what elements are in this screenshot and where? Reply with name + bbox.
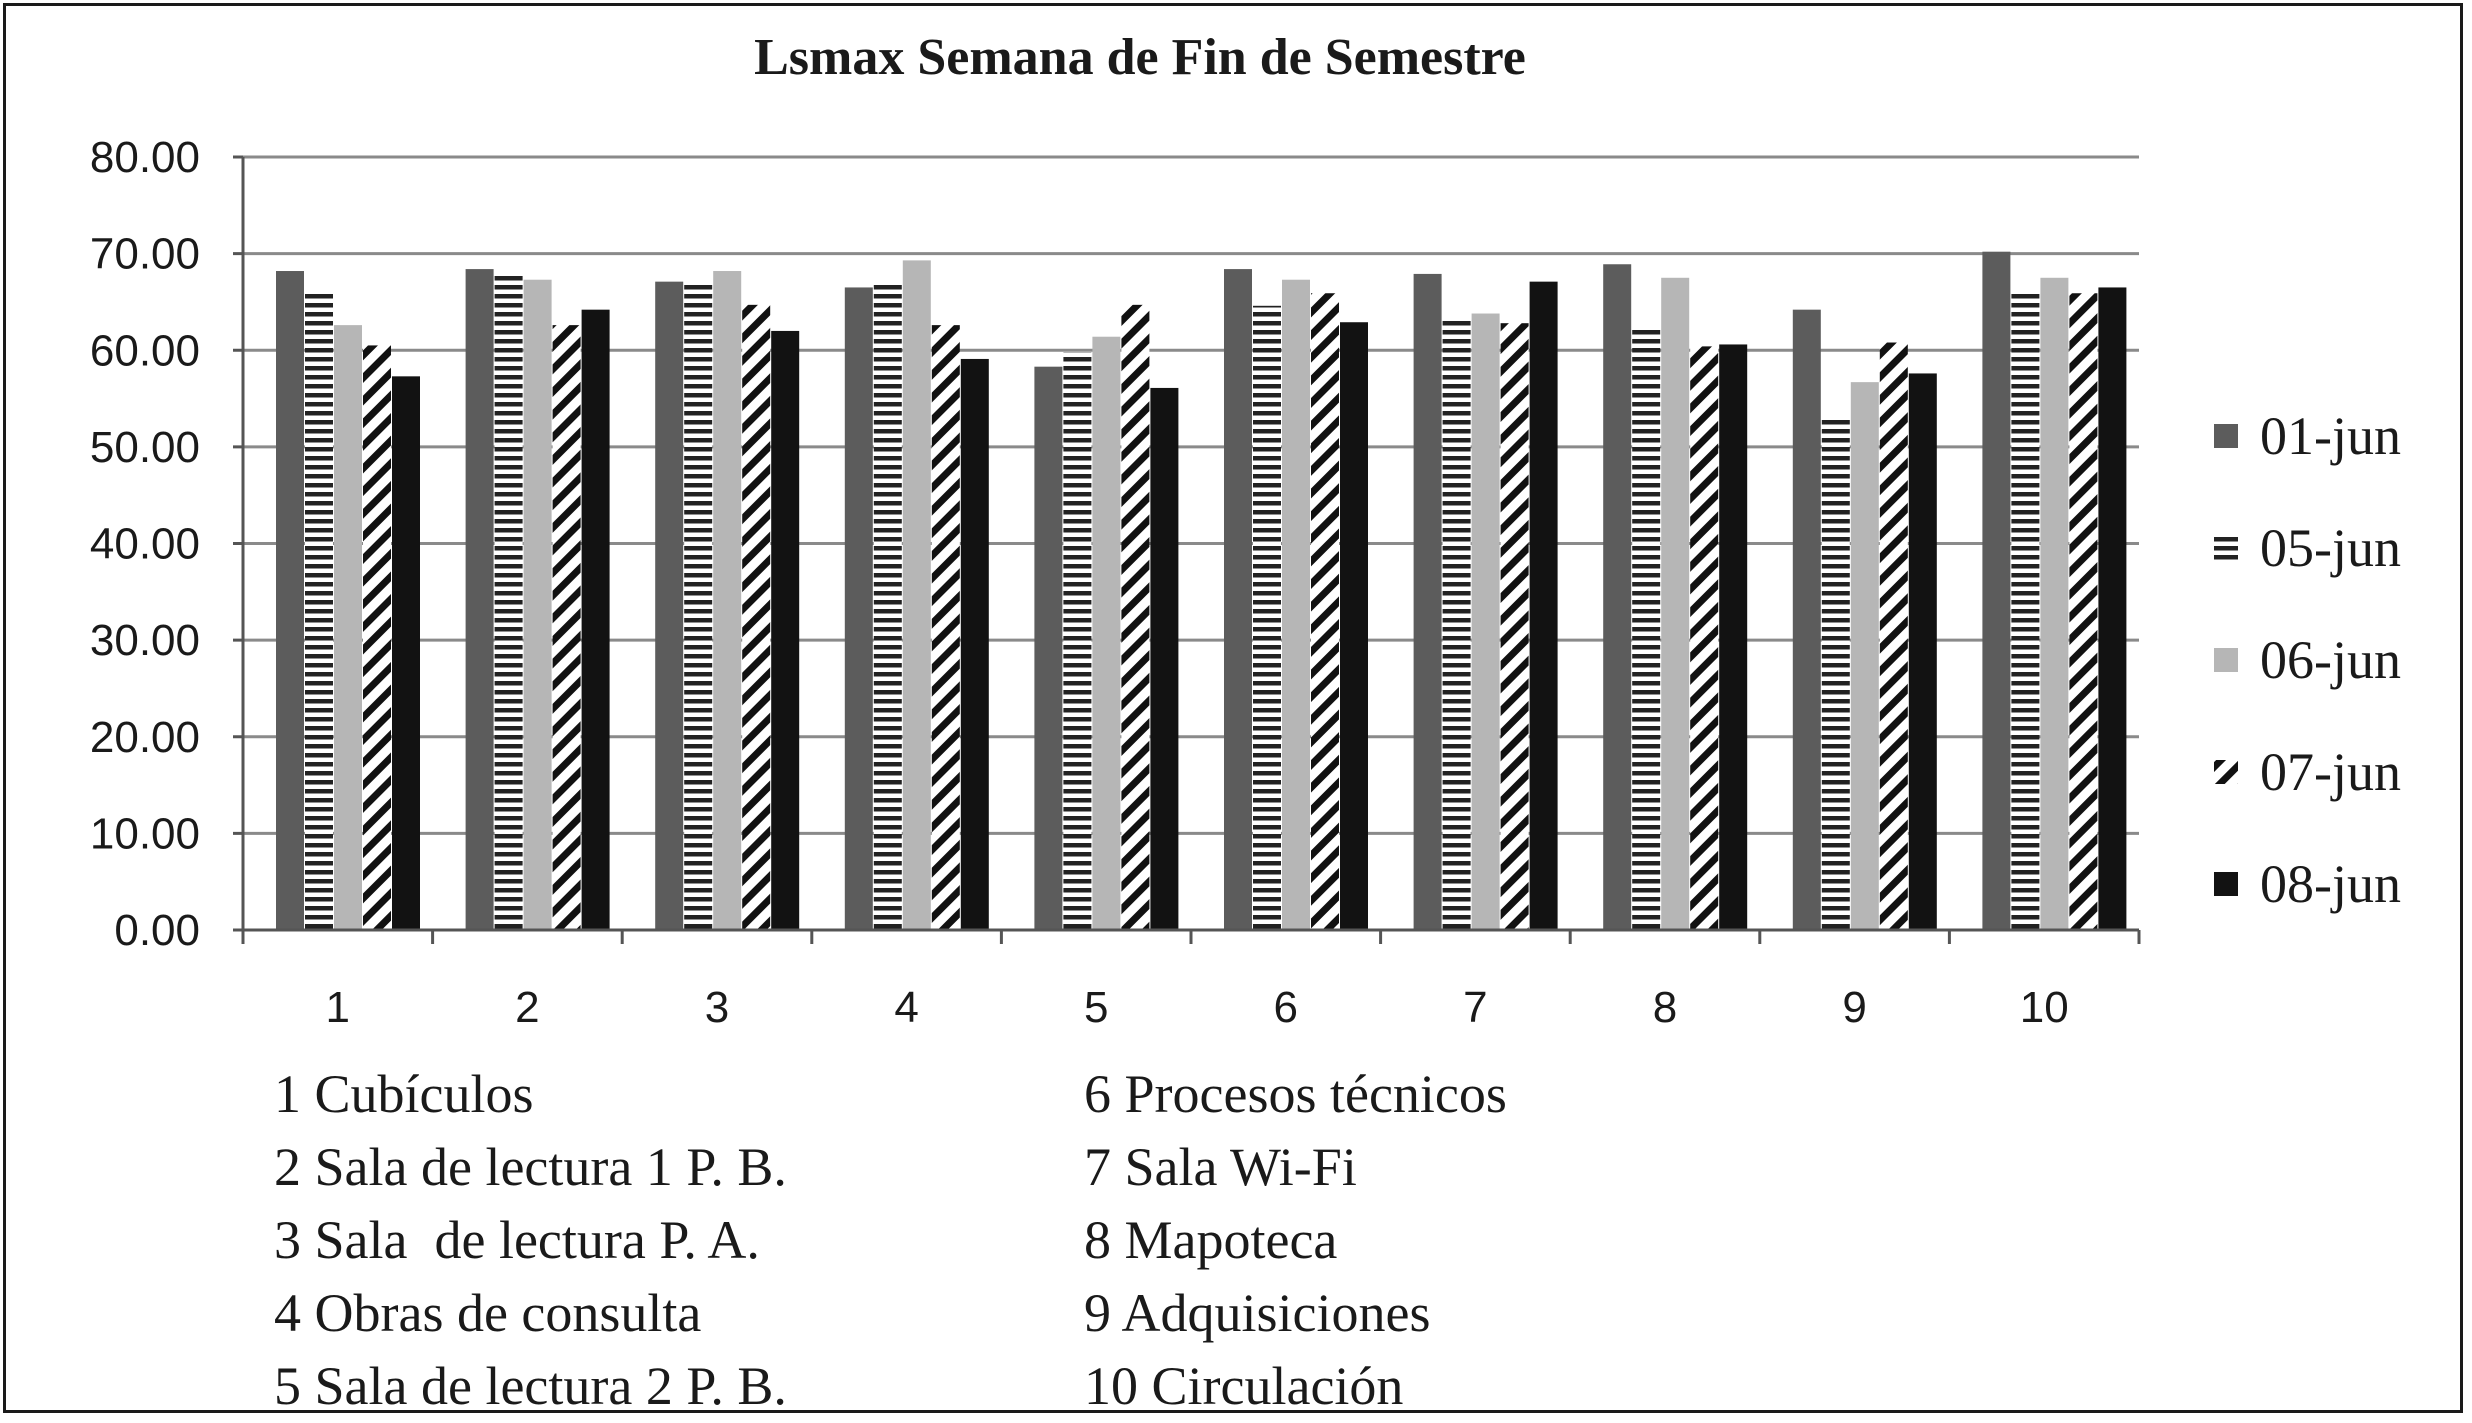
bar-05-jun-cat-7 xyxy=(1443,318,1471,930)
bar-01-jun-cat-4 xyxy=(845,287,873,930)
category-note: 4 Obras de consulta xyxy=(274,1283,702,1343)
bar-07-jun-cat-2 xyxy=(553,325,581,930)
x-tick-label: 4 xyxy=(894,983,919,1032)
x-tick-label: 5 xyxy=(1083,983,1109,1032)
y-tick-label: 70.00 xyxy=(89,229,200,279)
x-tick-label: 6 xyxy=(1273,983,1299,1032)
legend-swatch xyxy=(2214,760,2238,784)
bar-06-jun-cat-4 xyxy=(903,260,931,930)
legend-swatch xyxy=(2214,536,2238,560)
bar-06-jun-cat-1 xyxy=(334,325,362,930)
bar-05-jun-cat-6 xyxy=(1253,306,1281,930)
category-key xyxy=(274,1058,2174,1418)
category-note: 7 Sala Wi-Fi xyxy=(1084,1137,1357,1197)
bar-07-jun-cat-3 xyxy=(742,305,770,930)
x-tick-label: 2 xyxy=(515,983,540,1032)
category-note: 1 Cubículos xyxy=(274,1064,534,1124)
legend-label: 01-jun xyxy=(2260,406,2401,466)
bar-08-jun-cat-7 xyxy=(1530,282,1558,930)
bar-01-jun-cat-6 xyxy=(1224,269,1252,930)
legend-swatch xyxy=(2214,872,2238,896)
bar-07-jun-cat-4 xyxy=(932,325,960,930)
category-note: 6 Procesos técnicos xyxy=(1084,1064,1507,1124)
bar-07-jun-cat-1 xyxy=(363,345,391,930)
bar-08-jun-cat-6 xyxy=(1340,322,1368,930)
bar-06-jun-cat-8 xyxy=(1661,278,1689,930)
chart-frame xyxy=(3,3,2463,1416)
bar-05-jun-cat-3 xyxy=(684,285,712,930)
category-note: 2 Sala de lectura 1 P. B. xyxy=(274,1137,787,1197)
bar-07-jun-cat-6 xyxy=(1311,293,1339,930)
bar-08-jun-cat-2 xyxy=(582,310,610,930)
bar-08-jun-cat-8 xyxy=(1719,344,1747,930)
category-note: 9 Adquisiciones xyxy=(1084,1283,1431,1343)
y-tick-label: 50.00 xyxy=(89,422,200,472)
bar-08-jun-cat-3 xyxy=(771,331,799,930)
bar-01-jun-cat-9 xyxy=(1793,310,1821,930)
bar-05-jun-cat-4 xyxy=(874,285,902,930)
x-tick-label: 9 xyxy=(1842,983,1867,1032)
y-tick-label: 40.00 xyxy=(89,519,200,569)
bar-01-jun-cat-1 xyxy=(276,271,304,930)
bar-01-jun-cat-10 xyxy=(1982,252,2010,930)
y-tick-label: 10.00 xyxy=(89,809,200,859)
category-note: 3 Sala de lectura P. A. xyxy=(274,1210,760,1270)
category-note: 8 Mapoteca xyxy=(1084,1210,1338,1270)
bar-01-jun-cat-5 xyxy=(1034,367,1062,930)
bar-06-jun-cat-6 xyxy=(1282,280,1310,930)
y-tick-label: 20.00 xyxy=(89,712,200,762)
chart-title: Lsmax Semana de Fin de Semestre xyxy=(754,29,1526,86)
legend-swatch xyxy=(2214,424,2238,448)
category-note: 5 Sala de lectura 2 P. B. xyxy=(274,1356,787,1416)
bar-01-jun-cat-7 xyxy=(1414,274,1442,930)
bar-07-jun-cat-5 xyxy=(1121,305,1149,930)
x-tick-label: 3 xyxy=(704,983,730,1032)
bar-01-jun-cat-8 xyxy=(1603,264,1631,930)
legend-swatch xyxy=(2214,648,2238,672)
y-tick-label: 60.00 xyxy=(89,326,200,376)
bar-06-jun-cat-9 xyxy=(1851,382,1879,930)
x-tick-label: 8 xyxy=(1652,983,1678,1032)
bar-06-jun-cat-3 xyxy=(713,271,741,930)
legend-label: 07-jun xyxy=(2260,742,2401,802)
bar-08-jun-cat-9 xyxy=(1909,373,1937,930)
bar-01-jun-cat-2 xyxy=(466,269,494,930)
bar-05-jun-cat-10 xyxy=(2011,293,2039,930)
bar-06-jun-cat-5 xyxy=(1092,337,1120,930)
x-tick-label: 7 xyxy=(1463,983,1488,1032)
bar-06-jun-cat-2 xyxy=(524,280,552,930)
category-note: 10 Circulación xyxy=(1084,1356,1404,1416)
bar-06-jun-cat-7 xyxy=(1472,314,1500,930)
legend-label: 08-jun xyxy=(2260,854,2401,914)
x-tick-label: 1 xyxy=(325,983,351,1032)
y-tick-label: 80.00 xyxy=(89,133,200,182)
legend-label: 06-jun xyxy=(2260,630,2401,690)
bar-05-jun-cat-9 xyxy=(1822,416,1850,930)
bar-07-jun-cat-7 xyxy=(1501,323,1529,930)
bar-08-jun-cat-10 xyxy=(2098,287,2126,930)
y-tick-label: 30.00 xyxy=(89,616,200,666)
bar-05-jun-cat-2 xyxy=(495,274,523,930)
bar-08-jun-cat-4 xyxy=(961,359,989,930)
bar-07-jun-cat-8 xyxy=(1690,346,1718,930)
bar-05-jun-cat-8 xyxy=(1632,330,1660,930)
bar-05-jun-cat-1 xyxy=(305,293,333,930)
bar-08-jun-cat-5 xyxy=(1150,388,1178,930)
x-tick-label: 10 xyxy=(2019,983,2069,1032)
bar-01-jun-cat-3 xyxy=(655,282,683,930)
y-tick-label: 0.00 xyxy=(114,906,200,955)
bar-08-jun-cat-1 xyxy=(392,376,420,930)
bar-07-jun-cat-9 xyxy=(1880,343,1908,930)
bar-06-jun-cat-10 xyxy=(2040,278,2068,930)
bar-07-jun-cat-10 xyxy=(2069,293,2097,930)
bar-05-jun-cat-5 xyxy=(1063,352,1091,930)
legend-label: 05-jun xyxy=(2260,518,2401,578)
